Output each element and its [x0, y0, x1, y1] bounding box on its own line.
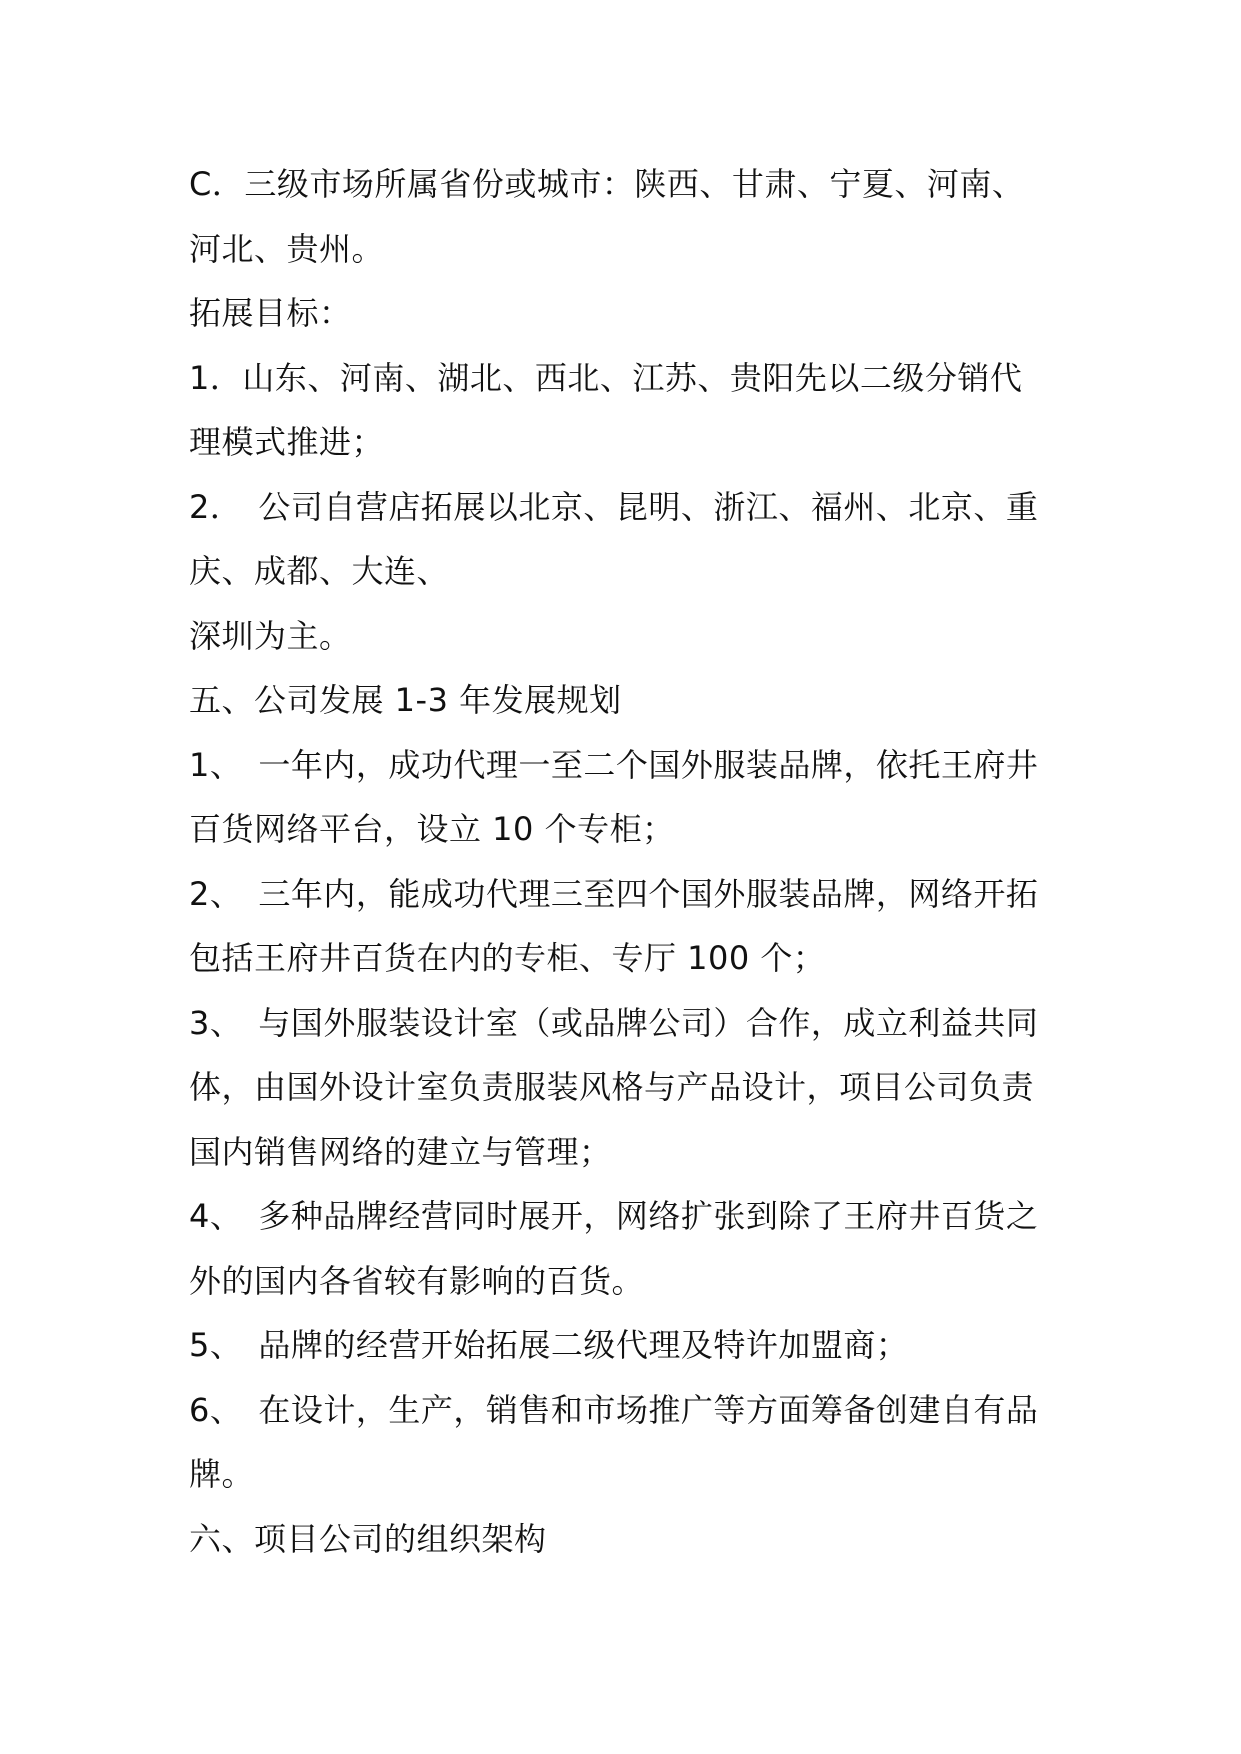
list-marker: 2、 [189, 874, 243, 913]
text-line [189, 1055, 1069, 1120]
list-marker: 4、 [189, 1197, 243, 1235]
line-text: 庆、成都、大连、 [189, 552, 450, 590]
list-marker: 2． [189, 487, 243, 526]
text-line [189, 475, 1069, 540]
text-line [189, 539, 1069, 604]
text-line [189, 1184, 1069, 1249]
line-text: 一年内，成功代理一至二个国外服装品牌，依托王府井 [258, 745, 1039, 784]
line-text: 包括王府井百货在内的专柜、专厅 100 个； [189, 939, 826, 977]
section-heading [189, 1507, 1069, 1572]
text-line [189, 604, 1069, 669]
line-text: 公司自营店拓展以北京、昆明、浙江、福州、北京、重 [258, 487, 1039, 526]
line-text: 百货网络平台，设立 10 个专柜； [189, 810, 675, 848]
text-line [189, 410, 1069, 475]
text-line [189, 1313, 1069, 1378]
text-line [189, 733, 1069, 798]
line-text: 五、公司发展 1-3 年发展规划 [189, 681, 622, 719]
line-text: 拓展目标： [189, 294, 352, 332]
list-marker: 3、 [189, 1003, 243, 1042]
line-text: 三年内，能成功代理三至四个国外服装品牌，网络开拓 [258, 874, 1039, 913]
line-text: 品牌的经营开始拓展二级代理及特许加盟商； [258, 1326, 909, 1364]
line-text: 河北、贵州。 [189, 229, 385, 268]
list-marker: 6、 [189, 1390, 243, 1429]
section-heading [189, 668, 1069, 733]
line-text: 三级市场所属省份或城市：陕西、甘肃、宁夏、河南、 [244, 165, 1025, 203]
line-text: 国内销售网络的建立与管理； [189, 1132, 612, 1171]
line-text: 多种品牌经营同时展开，网络扩张到除了王府井百货之 [258, 1197, 1039, 1235]
text-line [189, 1378, 1069, 1443]
line-text: 体，由国外设计室负责服装风格与产品设计，项目公司负责 [189, 1068, 1035, 1106]
text-line [189, 152, 1069, 217]
list-marker: 1、 [189, 745, 243, 784]
text-line [189, 991, 1069, 1056]
line-text: 深圳为主。 [189, 616, 352, 655]
document-body [189, 152, 1069, 1571]
list-marker: 1． [189, 358, 243, 397]
line-text: 六、项目公司的组织架构 [189, 1519, 547, 1558]
text-line [189, 346, 1069, 411]
line-text: 理模式推进； [189, 423, 385, 461]
list-marker: 5、 [189, 1326, 243, 1364]
text-line [189, 1249, 1069, 1314]
text-line [189, 1120, 1069, 1185]
line-text: 牌。 [189, 1455, 255, 1493]
line-text: 在设计，生产，销售和市场推广等方面筹备创建自有品 [258, 1390, 1039, 1429]
text-line [189, 217, 1069, 282]
text-line [189, 862, 1069, 927]
line-text: 与国外服装设计室（或品牌公司）合作，成立利益共同 [258, 1003, 1039, 1042]
text-line [189, 797, 1069, 862]
text-line [189, 926, 1069, 991]
section-label [189, 281, 1069, 346]
text-line [189, 1442, 1069, 1507]
list-marker: C． [189, 165, 245, 203]
line-text: 山东、河南、湖北、西北、江苏、贵阳先以二级分销代 [242, 358, 1023, 397]
line-text: 外的国内各省较有影响的百货。 [189, 1261, 645, 1300]
